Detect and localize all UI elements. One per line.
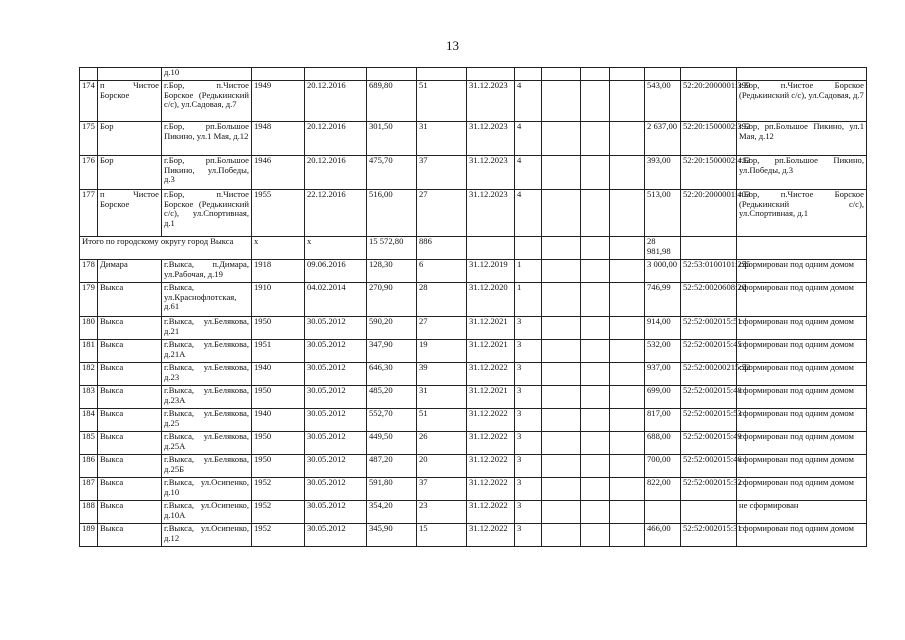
cell-location: не сформирован xyxy=(737,501,867,524)
cell-empty xyxy=(610,478,645,501)
cell-settlement: Димара xyxy=(98,260,162,283)
cell-date: 30.05.2012 xyxy=(305,340,367,363)
cell-residents: 23 xyxy=(417,501,467,524)
cell-empty xyxy=(581,81,610,122)
total-row xyxy=(80,237,867,260)
cell-empty xyxy=(610,409,645,432)
cell-cost: 3 000,00 xyxy=(645,260,681,283)
cell-location: г.Бор, рп.Большое Пикино, ул.Победы, д.3 xyxy=(737,156,867,190)
cell-date: 30.05.2012 xyxy=(305,386,367,409)
cell-location: г.Бор, рп.Большое Пикино, ул.1 Мая, д.12 xyxy=(737,122,867,156)
cell-location: сформирован под одним домом xyxy=(737,363,867,386)
cell-address: г.Выкса, п.Димара, ул.Рабочая, д.19 xyxy=(162,260,252,283)
cell-location: г.Бор, п.Чистое Борское (Редькинский с/с), ул.Садовая, д.7 xyxy=(737,81,867,122)
cell-empty xyxy=(515,237,542,260)
cell-year: 1950 xyxy=(252,386,305,409)
cell-number: 179 xyxy=(80,283,98,317)
cell-address: д.10 xyxy=(162,68,252,81)
cell-empty xyxy=(610,501,645,524)
cell-year: 1950 xyxy=(252,455,305,478)
cell-year: 1940 xyxy=(252,363,305,386)
cell-address: г.Бор, п.Чистое Борское (Редькинский с/с), ул.Спортивная, д.1 xyxy=(162,190,252,237)
cell-empty xyxy=(542,317,581,340)
cell-empty xyxy=(542,455,581,478)
cell-empty xyxy=(581,317,610,340)
cell-empty xyxy=(581,260,610,283)
cell-empty xyxy=(542,283,581,317)
cell-deadline: 31.12.2019 xyxy=(467,260,515,283)
total-residents: 886 xyxy=(417,237,467,260)
cell-date: 30.05.2012 xyxy=(305,524,367,547)
cell-deadline: 31.12.2021 xyxy=(467,340,515,363)
cell-year: 1948 xyxy=(252,122,305,156)
cell-residents: 20 xyxy=(417,455,467,478)
cell-settlement: Выкса xyxy=(98,386,162,409)
cell-year: 1910 xyxy=(252,283,305,317)
cell-area: 487,20 xyxy=(367,455,417,478)
cell xyxy=(80,68,98,81)
cell xyxy=(467,68,515,81)
cell-deadline: 31.12.2022 xyxy=(467,455,515,478)
cell-empty xyxy=(581,501,610,524)
total-date: x xyxy=(305,237,367,260)
cell-address: г.Выкса, ул.Осипенко, д.10А xyxy=(162,501,252,524)
cell-settlement: п Чистое Борское xyxy=(98,81,162,122)
table-row xyxy=(80,156,867,190)
cell-residents: 31 xyxy=(417,386,467,409)
cell-deadline: 31.12.2022 xyxy=(467,409,515,432)
cell-date: 30.05.2012 xyxy=(305,432,367,455)
cell-cost: 914,00 xyxy=(645,317,681,340)
cell-area: 449,50 xyxy=(367,432,417,455)
cell-residents: 37 xyxy=(417,478,467,501)
cell-address: г.Выкса, ул.Белякова, д.25Б xyxy=(162,455,252,478)
table-row xyxy=(80,455,867,478)
cell-cost: 532,00 xyxy=(645,340,681,363)
cell-settlement: Выкса xyxy=(98,524,162,547)
cell-year: 1918 xyxy=(252,260,305,283)
table-row xyxy=(80,122,867,156)
cell-location: сформирован под одним домом xyxy=(737,386,867,409)
cell-area: 345,90 xyxy=(367,524,417,547)
housing-registry-table xyxy=(79,67,867,547)
table-body xyxy=(80,68,867,547)
table-row xyxy=(80,409,867,432)
cell-empty xyxy=(581,122,610,156)
cell-year: 1952 xyxy=(252,478,305,501)
cell-empty xyxy=(610,455,645,478)
cell-deadline: 31.12.2022 xyxy=(467,478,515,501)
cell-date: 30.05.2012 xyxy=(305,363,367,386)
cell-cost: 513,00 xyxy=(645,190,681,237)
cell-location: сформирован под одним домом xyxy=(737,317,867,340)
cell-cadastre: 52:20:1500002:412 xyxy=(681,156,737,190)
cell-deadline: 31.12.2022 xyxy=(467,524,515,547)
cell-number: 184 xyxy=(80,409,98,432)
cell-year: 1952 xyxy=(252,501,305,524)
table-row xyxy=(80,68,867,81)
cell-date: 04.02.2014 xyxy=(305,283,367,317)
cell-year: 1950 xyxy=(252,432,305,455)
cell-empty xyxy=(610,260,645,283)
cell-address: г.Выкса, ул.Краснофлотская, д.61 xyxy=(162,283,252,317)
cell-cadastre: 52:52:002015:45 xyxy=(681,340,737,363)
cell-number: 189 xyxy=(80,524,98,547)
cell-address: г.Выкса, ул.Белякова, д.23 xyxy=(162,363,252,386)
page-number: 13 xyxy=(446,38,459,53)
cell-cadastre: 52:52:002015:32 xyxy=(681,478,737,501)
cell-empty xyxy=(610,524,645,547)
table-row xyxy=(80,190,867,237)
cell-residents: 51 xyxy=(417,81,467,122)
cell-empty xyxy=(610,340,645,363)
cell-cost: 393,00 xyxy=(645,156,681,190)
cell-date: 30.05.2012 xyxy=(305,478,367,501)
cell-deadline: 31.12.2021 xyxy=(467,386,515,409)
cell-residents: 51 xyxy=(417,409,467,432)
cell-number: 180 xyxy=(80,317,98,340)
cell-empty xyxy=(581,409,610,432)
cell-area: 347,90 xyxy=(367,340,417,363)
cell xyxy=(645,68,681,81)
cell-type: 3 xyxy=(515,363,542,386)
cell-number: 178 xyxy=(80,260,98,283)
cell-date: 30.05.2012 xyxy=(305,409,367,432)
cell-empty xyxy=(610,386,645,409)
cell-cost: 746,99 xyxy=(645,283,681,317)
cell-date: 20.12.2016 xyxy=(305,81,367,122)
cell-cadastre: 52:20:1500002:392 xyxy=(681,122,737,156)
cell-cost: 2 637,00 xyxy=(645,122,681,156)
cell-address: г.Выкса, ул.Белякова, д.25 xyxy=(162,409,252,432)
cell-empty xyxy=(581,432,610,455)
cell-residents: 6 xyxy=(417,260,467,283)
cell xyxy=(417,68,467,81)
cell-number: 174 xyxy=(80,81,98,122)
cell-type: 3 xyxy=(515,432,542,455)
cell-deadline: 31.12.2022 xyxy=(467,363,515,386)
cell-date: 22.12.2016 xyxy=(305,190,367,237)
cell-empty xyxy=(542,501,581,524)
cell-type: 3 xyxy=(515,501,542,524)
cell-area: 485,20 xyxy=(367,386,417,409)
cell-number: 183 xyxy=(80,386,98,409)
cell-residents: 28 xyxy=(417,283,467,317)
cell-location: сформирован под одним домом xyxy=(737,432,867,455)
cell-number: 186 xyxy=(80,455,98,478)
cell-empty xyxy=(581,386,610,409)
cell-empty xyxy=(610,156,645,190)
total-area: 15 572,80 xyxy=(367,237,417,260)
cell-date: 09.06.2016 xyxy=(305,260,367,283)
cell-empty xyxy=(610,190,645,237)
total-year: x xyxy=(252,237,305,260)
cell-cadastre: 52:52:002015:46 xyxy=(681,455,737,478)
cell-cost: 700,00 xyxy=(645,455,681,478)
table-row xyxy=(80,478,867,501)
cell-empty xyxy=(581,524,610,547)
cell-empty xyxy=(610,283,645,317)
cell-number: 182 xyxy=(80,363,98,386)
cell-settlement: Выкса xyxy=(98,432,162,455)
cell-deadline: 31.12.2023 xyxy=(467,156,515,190)
cell-type: 4 xyxy=(515,122,542,156)
cell-settlement: Выкса xyxy=(98,363,162,386)
cell-empty xyxy=(581,455,610,478)
cell-cost: 937,00 xyxy=(645,363,681,386)
cell-empty xyxy=(542,478,581,501)
cell-number: 176 xyxy=(80,156,98,190)
cell-empty xyxy=(542,190,581,237)
cell-empty xyxy=(610,317,645,340)
cell-location: сформирован под одним домом xyxy=(737,524,867,547)
table-row xyxy=(80,317,867,340)
cell-deadline: 31.12.2021 xyxy=(467,317,515,340)
cell-residents: 31 xyxy=(417,122,467,156)
cell-address: г.Выкса, ул.Белякова, д.21А xyxy=(162,340,252,363)
cell-location: сформирован под одним домом xyxy=(737,409,867,432)
table-row xyxy=(80,81,867,122)
cell-empty xyxy=(581,237,610,260)
cell-cost xyxy=(645,501,681,524)
cell-cost: 543,00 xyxy=(645,81,681,122)
cell-area: 128,30 xyxy=(367,260,417,283)
cell-area: 646,30 xyxy=(367,363,417,386)
cell-type: 3 xyxy=(515,386,542,409)
cell xyxy=(252,68,305,81)
cell-residents: 26 xyxy=(417,432,467,455)
cell-empty xyxy=(467,237,515,260)
cell-number: 187 xyxy=(80,478,98,501)
cell xyxy=(737,68,867,81)
cell xyxy=(581,68,610,81)
cell-date: 30.05.2012 xyxy=(305,455,367,478)
cell xyxy=(681,68,737,81)
cell xyxy=(305,68,367,81)
cell-area: 516,00 xyxy=(367,190,417,237)
cell-type: 1 xyxy=(515,260,542,283)
cell-deadline: 31.12.2022 xyxy=(467,432,515,455)
cell-cost: 822,00 xyxy=(645,478,681,501)
cell xyxy=(542,68,581,81)
cell xyxy=(610,68,645,81)
cell-deadline: 31.12.2020 xyxy=(467,283,515,317)
cell-address: г.Выкса, ул.Белякова, д.21 xyxy=(162,317,252,340)
cell-settlement: Выкса xyxy=(98,501,162,524)
cell-type: 4 xyxy=(515,81,542,122)
cell-type: 1 xyxy=(515,283,542,317)
cell-year: 1952 xyxy=(252,524,305,547)
cell-deadline: 31.12.2023 xyxy=(467,122,515,156)
cell-empty xyxy=(542,363,581,386)
cell-cost: 699,00 xyxy=(645,386,681,409)
cell-year: 1940 xyxy=(252,409,305,432)
cell-number: 175 xyxy=(80,122,98,156)
table-row xyxy=(80,386,867,409)
cell-cadastre: 52:52:002015:48 xyxy=(681,386,737,409)
cell-settlement: Выкса xyxy=(98,317,162,340)
cell-type: 3 xyxy=(515,524,542,547)
cell-settlement: Выкса xyxy=(98,340,162,363)
cell-cadastre: 52:52:00200215:52 xyxy=(681,363,737,386)
cell-empty xyxy=(542,260,581,283)
cell-type: 3 xyxy=(515,340,542,363)
cell-location: сформирован под одним домом xyxy=(737,260,867,283)
cell xyxy=(367,68,417,81)
cell-empty xyxy=(542,432,581,455)
cell xyxy=(515,68,542,81)
cell-empty xyxy=(542,340,581,363)
cell-area: 301,50 xyxy=(367,122,417,156)
cell-cadastre: 52:20:2000001:403 xyxy=(681,190,737,237)
cell-area: 591,80 xyxy=(367,478,417,501)
cell-empty xyxy=(542,156,581,190)
cell-address: г.Выкса, ул.Осипенко, д.12 xyxy=(162,524,252,547)
cell-empty xyxy=(681,237,737,260)
table-row xyxy=(80,432,867,455)
table-row xyxy=(80,501,867,524)
cell-area: 552,70 xyxy=(367,409,417,432)
cell-cadastre: 52:52:002015:53 xyxy=(681,409,737,432)
cell-type: 4 xyxy=(515,190,542,237)
table-row xyxy=(80,283,867,317)
cell-location: сформирован под одним домом xyxy=(737,340,867,363)
cell-empty xyxy=(610,237,645,260)
cell-address: г.Выкса, ул.Осипенко, д.10 xyxy=(162,478,252,501)
table-row xyxy=(80,363,867,386)
cell-empty xyxy=(542,386,581,409)
cell-settlement: Бор xyxy=(98,122,162,156)
cell-residents: 19 xyxy=(417,340,467,363)
cell-cadastre: 52:52:002015:51 xyxy=(681,317,737,340)
cell-location: сформирован под одним домом xyxy=(737,455,867,478)
cell-settlement: п Чистое Борское xyxy=(98,190,162,237)
cell-empty xyxy=(610,122,645,156)
cell-area: 270,90 xyxy=(367,283,417,317)
cell-type: 3 xyxy=(515,455,542,478)
cell-empty xyxy=(581,190,610,237)
cell-type: 3 xyxy=(515,478,542,501)
table-row xyxy=(80,260,867,283)
total-label: Итого по городскому округу город Выкса xyxy=(80,237,252,260)
cell-cost: 688,00 xyxy=(645,432,681,455)
table-row xyxy=(80,524,867,547)
cell-type: 4 xyxy=(515,156,542,190)
cell-number: 181 xyxy=(80,340,98,363)
cell-area: 689,80 xyxy=(367,81,417,122)
cell-empty xyxy=(610,432,645,455)
cell-empty xyxy=(581,283,610,317)
cell-location: г.Бор, п.Чистое Борское (Редькинский с/с), ул.Спортивная, д.1 xyxy=(737,190,867,237)
total-cost: 28 981,98 xyxy=(645,237,681,260)
cell-deadline: 31.12.2022 xyxy=(467,501,515,524)
cell-empty xyxy=(581,363,610,386)
cell-date: 20.12.2016 xyxy=(305,156,367,190)
cell-address: г.Выкса, ул.Белякова, д.25А xyxy=(162,432,252,455)
cell-type: 3 xyxy=(515,409,542,432)
cell-empty xyxy=(581,156,610,190)
cell-number: 185 xyxy=(80,432,98,455)
cell-address: г.Бор, п.Чистое Борское (Редькинский с/с), ул.Садовая, д.7 xyxy=(162,81,252,122)
cell-residents: 39 xyxy=(417,363,467,386)
cell-settlement: Выкса xyxy=(98,478,162,501)
cell-empty xyxy=(581,340,610,363)
cell-area: 354,20 xyxy=(367,501,417,524)
cell-cadastre: 52:53:0100101:255 xyxy=(681,260,737,283)
cell-number: 188 xyxy=(80,501,98,524)
cell-settlement: Выкса xyxy=(98,283,162,317)
cell-settlement: Выкса xyxy=(98,409,162,432)
cell-location: сформирован под одним домом xyxy=(737,283,867,317)
cell-address: г.Бор, рп.Большое Пикино, ул.1 Мая, д.12 xyxy=(162,122,252,156)
cell-settlement: Выкса xyxy=(98,455,162,478)
cell-area: 475,70 xyxy=(367,156,417,190)
cell-cadastre: 52:52:0020608:20 xyxy=(681,283,737,317)
cell-area: 590,20 xyxy=(367,317,417,340)
cell-residents: 27 xyxy=(417,190,467,237)
cell-empty xyxy=(542,122,581,156)
cell-number: 177 xyxy=(80,190,98,237)
cell-cadastre: 52:52:002015:31 xyxy=(681,524,737,547)
cell-empty xyxy=(542,409,581,432)
cell-location: сформирован под одним домом xyxy=(737,478,867,501)
table-row xyxy=(80,340,867,363)
cell-empty xyxy=(542,81,581,122)
cell-empty xyxy=(542,524,581,547)
cell-empty xyxy=(542,237,581,260)
cell-empty xyxy=(610,81,645,122)
cell-empty xyxy=(581,478,610,501)
cell-residents: 27 xyxy=(417,317,467,340)
cell-cadastre xyxy=(681,501,737,524)
cell-deadline: 31.12.2023 xyxy=(467,190,515,237)
cell-residents: 37 xyxy=(417,156,467,190)
cell xyxy=(98,68,162,81)
cell-date: 20.12.2016 xyxy=(305,122,367,156)
cell-empty xyxy=(737,237,867,260)
cell-address: г.Бор, рп.Большое Пикино, ул.Победы, д.3 xyxy=(162,156,252,190)
cell-year: 1946 xyxy=(252,156,305,190)
cell-date: 30.05.2012 xyxy=(305,501,367,524)
cell-deadline: 31.12.2023 xyxy=(467,81,515,122)
cell-year: 1951 xyxy=(252,340,305,363)
cell-address: г.Выкса, ул.Белякова, д.23А xyxy=(162,386,252,409)
cell-year: 1955 xyxy=(252,190,305,237)
cell-settlement: Бор xyxy=(98,156,162,190)
cell-cadastre: 52:20:2000001:399 xyxy=(681,81,737,122)
cell-cost: 466,00 xyxy=(645,524,681,547)
cell-cost: 817,00 xyxy=(645,409,681,432)
cell-date: 30.05.2012 xyxy=(305,317,367,340)
cell-year: 1949 xyxy=(252,81,305,122)
cell-residents: 15 xyxy=(417,524,467,547)
cell-empty xyxy=(610,363,645,386)
cell-type: 3 xyxy=(515,317,542,340)
cell-cadastre: 52:52:002015:49 xyxy=(681,432,737,455)
cell-year: 1950 xyxy=(252,317,305,340)
